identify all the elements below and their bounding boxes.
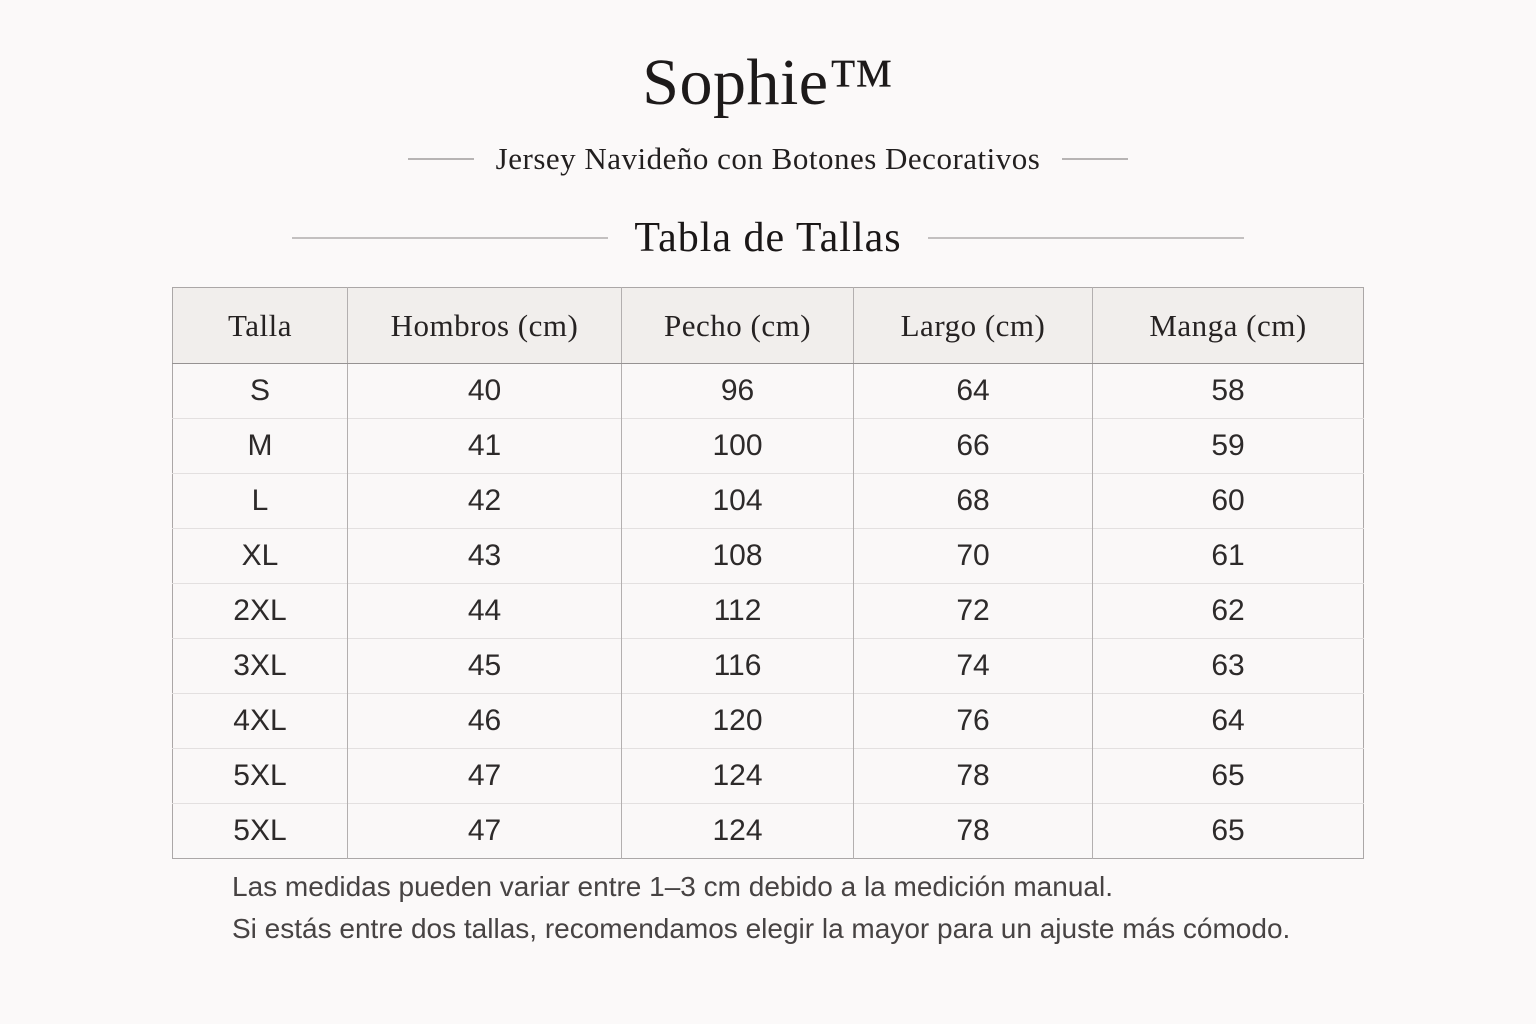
measurement-cell: 43 [348,529,622,584]
measurement-cell: 58 [1093,364,1364,419]
size-cell: 4XL [173,694,348,749]
measurement-cell: 108 [622,529,854,584]
measurement-cell: 74 [854,639,1093,694]
size-cell: 5XL [173,804,348,859]
measurement-cell: 112 [622,584,854,639]
measurement-cell: 59 [1093,419,1364,474]
size-cell: XL [173,529,348,584]
table-row [173,639,1364,694]
measurement-cell: 65 [1093,749,1364,804]
table-row [173,749,1364,804]
measurement-cell: 78 [854,804,1093,859]
table-row [173,364,1364,419]
measurement-cell: 66 [854,419,1093,474]
section-heading: Tabla de Tallas [634,215,902,261]
measurement-cell: 68 [854,474,1093,529]
brand-title: Sophie™ [642,46,894,119]
measurement-cell: 60 [1093,474,1364,529]
product-subtitle-row [0,141,1536,177]
size-cell: 3XL [173,639,348,694]
measurement-cell: 116 [622,639,854,694]
measurement-cell: 64 [1093,694,1364,749]
measurement-cell: 47 [348,749,622,804]
measurement-cell: 41 [348,419,622,474]
table-row [173,474,1364,529]
table-row [173,529,1364,584]
measurement-cell: 124 [622,749,854,804]
table-row [173,694,1364,749]
table-row [173,584,1364,639]
size-table [172,287,1364,859]
column-header-talla: Talla [173,288,348,364]
measurement-cell: 62 [1093,584,1364,639]
measurement-cell: 64 [854,364,1093,419]
measurement-cell: 76 [854,694,1093,749]
product-subtitle: Jersey Navideño con Botones Decorativos [495,141,1041,176]
table-header-row [173,288,1364,364]
note-line-2: Si estás entre dos tallas, recomendamos elegir la mayor para un ajuste más cómodo. [232,913,1291,944]
measurement-cell: 72 [854,584,1093,639]
column-header-manga: Manga (cm) [1093,288,1364,364]
table-row [173,419,1364,474]
measurement-cell: 61 [1093,529,1364,584]
column-header-hombros: Hombros (cm) [348,288,622,364]
column-header-largo: Largo (cm) [854,288,1093,364]
size-cell: 2XL [173,584,348,639]
decorative-line-left [292,237,608,239]
measurement-cell: 40 [348,364,622,419]
note-line-1: Las medidas pueden variar entre 1–3 cm debido a la medición manual. [232,871,1113,902]
measurement-cell: 78 [854,749,1093,804]
measurement-cell: 47 [348,804,622,859]
measurement-cell: 46 [348,694,622,749]
decorative-line-left [408,158,474,160]
column-header-pecho: Pecho (cm) [622,288,854,364]
measurement-cell: 120 [622,694,854,749]
measurement-cell: 65 [1093,804,1364,859]
measurement-cell: 44 [348,584,622,639]
section-heading-row [0,214,1536,262]
measurement-cell: 42 [348,474,622,529]
size-cell: S [249,374,270,407]
decorative-line-right [1062,158,1128,160]
size-cell: L [173,474,348,529]
measurement-cell: 124 [622,804,854,859]
measurement-cell: 96 [622,364,854,419]
measurement-cell: 63 [1093,639,1364,694]
size-cell: 5XL [173,749,348,804]
table-row [173,804,1364,859]
decorative-line-right [928,237,1244,239]
measurement-cell: 100 [622,419,854,474]
measurement-notes [232,866,1290,950]
measurement-cell: 45 [348,639,622,694]
measurement-cell: 70 [854,529,1093,584]
size-cell: M [173,419,348,474]
measurement-cell: 104 [622,474,854,529]
